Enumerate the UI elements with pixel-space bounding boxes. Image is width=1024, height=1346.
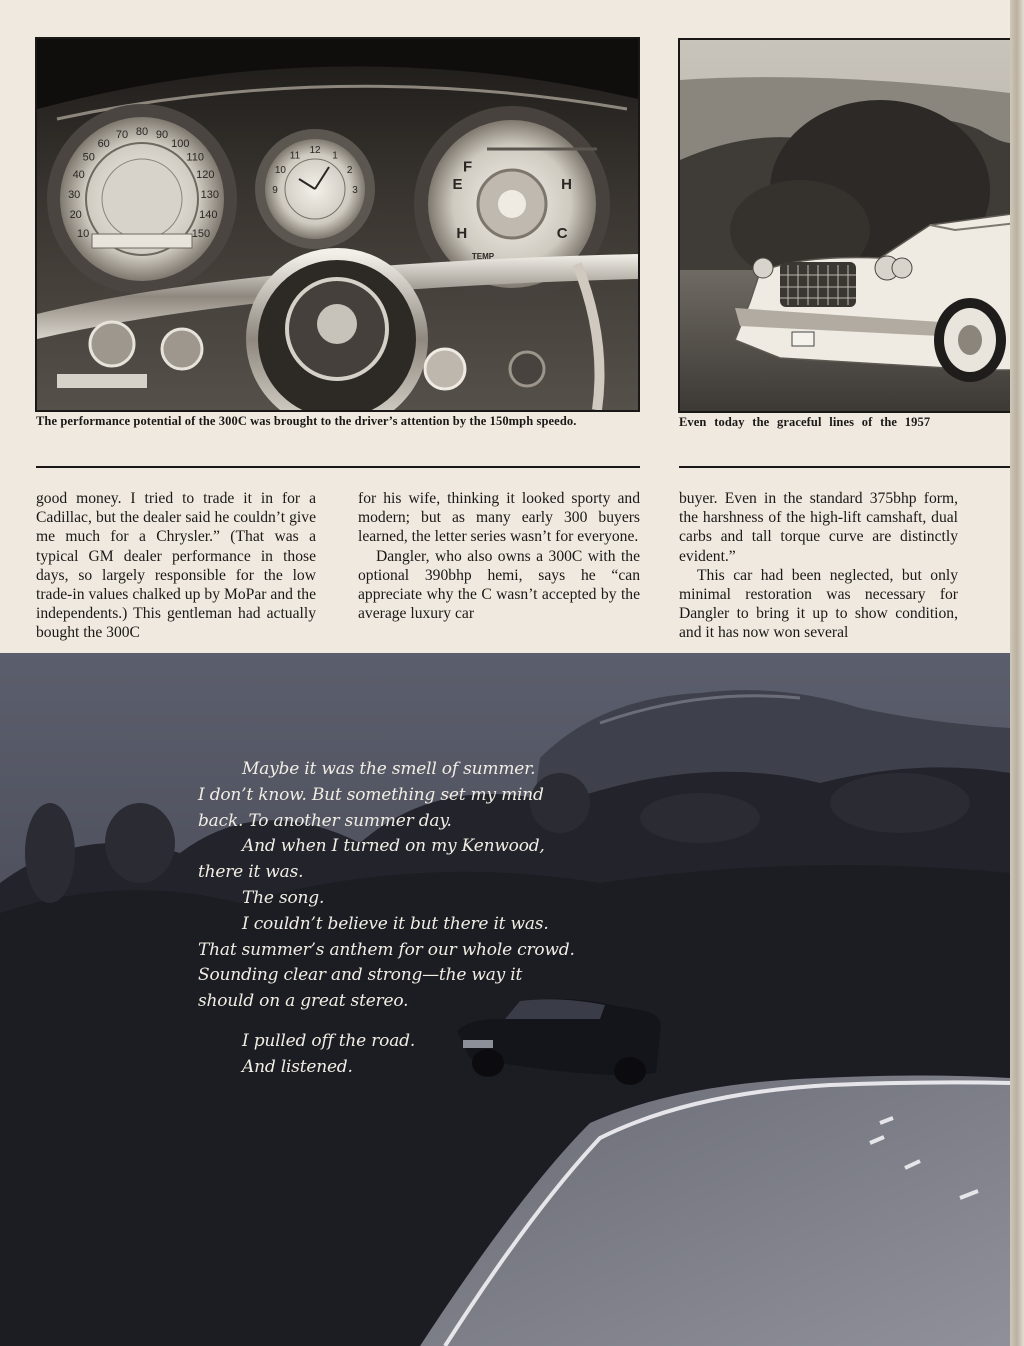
speedo-numeral: 80 [135, 126, 149, 138]
poem-line: That summer’s anthem for our whole crowd. [198, 939, 575, 960]
poem-line: Sounding clear and strong—the way it [198, 965, 523, 986]
car-illustration [680, 40, 1024, 413]
poem-line: I pulled off the road. [242, 1030, 416, 1051]
speedo-numeral: 120 [196, 169, 215, 182]
column-rule-right [679, 466, 1010, 468]
gauge-letter: H [561, 176, 572, 194]
speedo-numeral: 90 [155, 129, 169, 141]
clock-numeral: 2 [346, 165, 353, 176]
poem-line: back. To another summer day. [198, 810, 452, 831]
dashboard-photo [35, 37, 640, 412]
dashboard-photo-caption: The performance potential of the 300C was brought to the driver’s attention by the 150mph speedo. [36, 414, 577, 428]
article-column-2 [358, 489, 640, 623]
clock-numeral: 10 [274, 165, 286, 176]
speedo-numeral: 30 [68, 188, 81, 201]
article-paragraph: for his wife, thinking it looked sporty and modern; but as many early 300 buyers learned, the letter series wasn’t for everyone. [358, 490, 640, 546]
clock-numeral: 11 [289, 150, 301, 162]
column-rule-left [36, 466, 640, 468]
gauge-letter: E [452, 176, 463, 194]
speedo-numeral: 110 [186, 151, 204, 164]
clock-numeral: 9 [272, 185, 278, 196]
gauge-letter: C [556, 225, 568, 242]
poem-line: Maybe it was the smell of summer. [242, 759, 536, 779]
gauge-letter: F [463, 158, 473, 176]
article-paragraph: Dangler, who also owns a 300C with the optional 390bhp hemi, says he “can appreciate why the C wasn’t accepted by the average luxury car [358, 547, 640, 623]
clock-numeral: 1 [332, 150, 338, 162]
article-paragraph: good money. I tried to trade it in for a Cadillac, but the dealer said he couldn’t give me much for a Chrysler.” (That was a typical GM dealer performance in those days, so largely responsible for the low trade-in values chalked up by MoPar and the independents.) This gentleman had actually bought the 300C [36, 490, 316, 642]
poem-line: And listened. [242, 1056, 353, 1077]
car-photo-caption: Even today the graceful lines of the 1957 [679, 415, 931, 429]
poem-line: there it was. [198, 862, 304, 883]
speedo-numeral: 70 [115, 129, 129, 141]
speedo-numeral: 40 [72, 169, 85, 182]
poem-line: I don’t know. But something set my mind [198, 784, 544, 805]
speedo-numeral: 140 [199, 209, 218, 222]
speedo-numeral: 10 [76, 228, 90, 240]
clock-numeral: 3 [352, 185, 358, 196]
car-photo [678, 38, 1024, 413]
speedo-numeral: 130 [200, 188, 219, 201]
poem-line: And when I turned on my Kenwood, [242, 836, 545, 857]
article-paragraph: This car had been neglected, but only minimal restoration was necessary for Dangler to bring it up to show condition, and it has now won several [679, 566, 958, 642]
poem-line: The song. [242, 887, 325, 908]
speedo-numeral: 50 [82, 151, 95, 164]
article-column-3 [679, 489, 958, 643]
kenwood-advertisement [0, 653, 1010, 1346]
poem-line: I couldn’t believe it but there it was. [242, 913, 549, 934]
dashboard-illustration [37, 39, 638, 410]
article-paragraph: buyer. Even in the standard 375bhp form, the harshness of the high-lift camshaft, dual carbs and tall torque curve are distinctly evident.” [679, 490, 958, 565]
poem-spacer [198, 1015, 575, 1029]
poem-line: should on a great stereo. [198, 991, 409, 1012]
clock-numeral: 12 [309, 145, 321, 156]
gauge-letter: TEMP [471, 252, 495, 262]
ad-poem [198, 757, 575, 1081]
gauge-letter: H [456, 225, 468, 242]
page-gutter-shadow [1010, 0, 1024, 1346]
speedo-numeral: 100 [171, 137, 190, 150]
speedo-numeral: 60 [97, 137, 110, 150]
speedo-numeral: 20 [69, 209, 82, 222]
article-column-1 [36, 489, 316, 643]
speedo-numeral: 150 [191, 228, 211, 240]
